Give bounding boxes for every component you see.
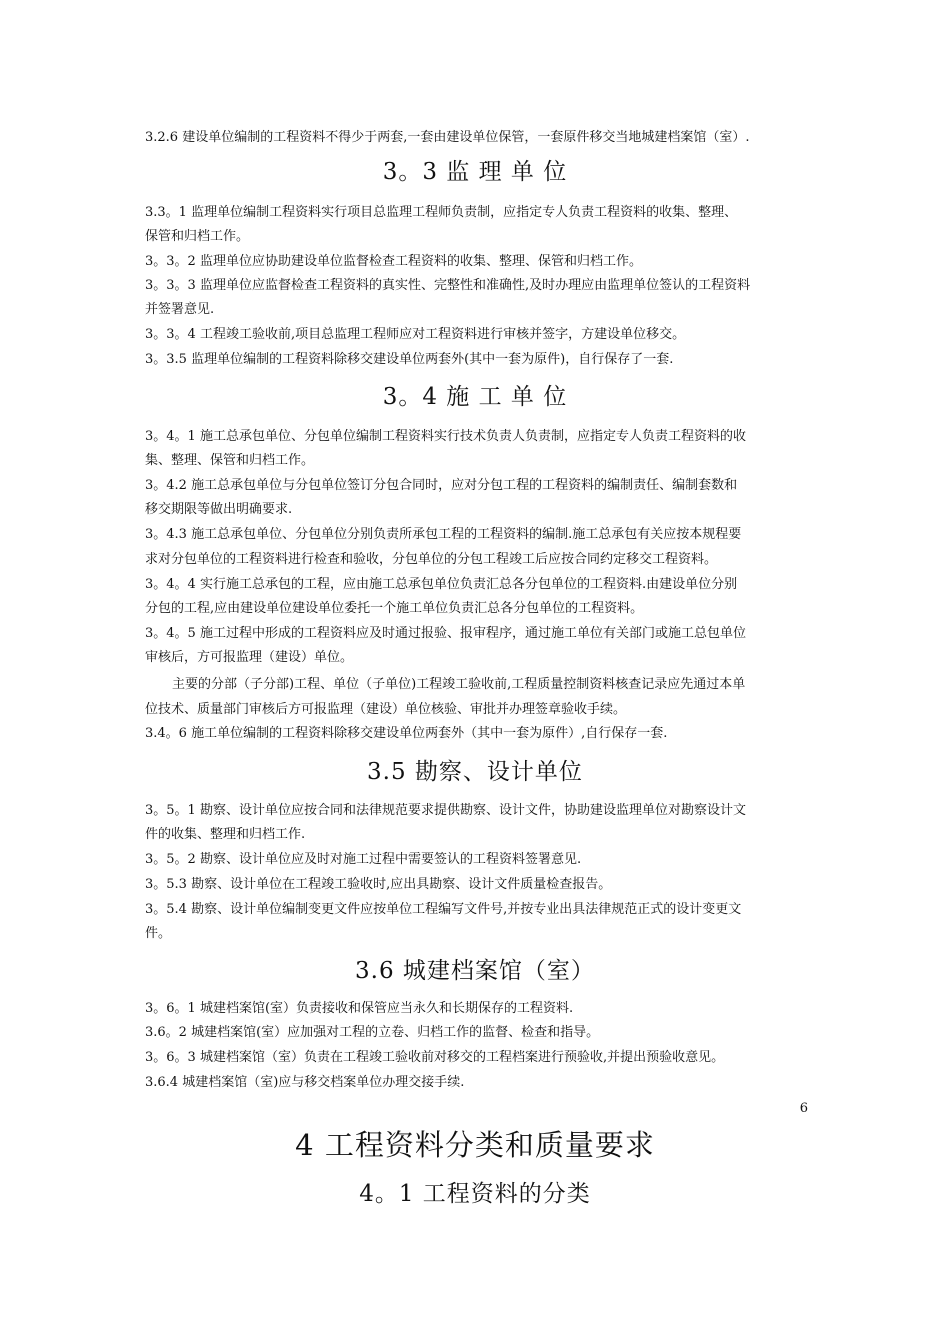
paragraph-line: 分包的工程,应由建设单位建设单位委托一个施工单位负责汇总各分包单位的工程资料。 (145, 601, 644, 616)
paragraph-line: 移交期限等做出明确要求. (145, 502, 293, 517)
paragraph-line: 3。3。4 工程竣工验收前,项目总监理工程师应对工程资料进行审核并签字，方建设单位移交。 (145, 327, 686, 342)
paragraph-line: 3.4。6 施工单位编制的工程资料除移交建设单位两套外（其中一套为原件）,自行保存一套. (145, 726, 668, 741)
paragraph-line: 3。5。1 勘察、设计单位应按合同和法律规范要求提供勘察、设计文件，协助建设监理单位对勘察设计文 (145, 803, 746, 818)
paragraph-line: 求对分包单位的工程资料进行检查和验收，分包单位的分包工程竣工后应按合同约定移交工程资料。 (145, 552, 718, 567)
paragraph-line: 位技术、质量部门审核后方可报监理（建设）单位核验、审批并办理签章验收手续。 (145, 702, 627, 717)
page-number: 6 (799, 1101, 808, 1116)
paragraph-line: 3。5.3 勘察、设计单位在工程竣工验收时,应出具勘察、设计文件质量检查报告。 (145, 877, 612, 892)
paragraph-line: 3.6.4 城建档案馆（室)应与移交档案单位办理交接手续. (145, 1075, 465, 1090)
paragraph-line: 集、整理、保管和归档工作。 (145, 453, 315, 468)
paragraph-line: 件。 (145, 926, 172, 941)
heading-3-6: 3.6 城建档案馆（室） (355, 958, 595, 984)
paragraph-line: 件的收集、整理和归档工作. (145, 827, 306, 842)
paragraph-line: 3。3。2 监理单位应协助建设单位监督检查工程资料的收集、整理、保管和归档工作。 (145, 254, 642, 269)
paragraph-line: 保管和归档工作。 (145, 229, 250, 244)
paragraph-line: 3。3。3 监理单位应监督检查工程资料的真实性、完整性和准确性,及时办理应由监理单位签认的工程资料 (145, 278, 751, 293)
chapter-4-heading: 4 工程资料分类和质量要求 (295, 1128, 655, 1162)
paragraph-line: 3。6。1 城建档案馆(室）负责接收和保管应当永久和长期保存的工程资料. (145, 1001, 574, 1016)
paragraph-line: 3.6。2 城建档案馆(室）应加强对工程的立卷、归档工作的监督、检查和指导。 (145, 1025, 600, 1040)
paragraph-line: 3。4.3 施工总承包单位、分包单位分别负责所承包工程的工程资料的编制.施工总承包有关应按本规程要 (145, 527, 742, 542)
paragraph-line: 3。5。2 勘察、设计单位应及时对施工过程中需要签认的工程资料签署意见. (145, 852, 582, 867)
heading-3-4: 3。4 施 工 单 位 (382, 384, 568, 410)
paragraph-line: 3。5.4 勘察、设计单位编制变更文件应按单位工程编写文件号,并按专业出具法律规范正式的设计变更文 (145, 902, 742, 917)
heading-4-1: 4。1 工程资料的分类 (359, 1181, 591, 1207)
paragraph-line: 3。4。1 施工总承包单位、分包单位编制工程资料实行技术负责人负责制，应指定专人负责工程资料的收 (145, 429, 746, 444)
paragraph-line: 3。6。3 城建档案馆（室）负责在工程竣工验收前对移交的工程档案进行预验收,并提出预验收意见。 (145, 1050, 725, 1065)
paragraph-3-2-6: 3.2.6 建设单位编制的工程资料不得少于两套,一套由建设单位保管，一套原件移交当地城建档案馆（室）. (145, 130, 750, 145)
paragraph-line: 3.3。1 监理单位编制工程资料实行项目总监理工程师负责制，应指定专人负责工程资料的收集、整理、 (145, 205, 738, 220)
paragraph-line: 主要的分部（子分部)工程、单位（子单位)工程竣工验收前,工程质量控制资料核查记录应先通过本单 (172, 677, 746, 692)
paragraph-line: 3。3.5 监理单位编制的工程资料除移交建设单位两套外(其中一套为原件)，自行保存了一套. (145, 352, 674, 367)
paragraph-line: 3。4。5 施工过程中形成的工程资料应及时通过报验、报审程序，通过施工单位有关部门或施工总包单位 (145, 626, 746, 641)
heading-3-5: 3.5 勘察、设计单位 (367, 759, 583, 785)
paragraph-line: 并签署意见. (145, 302, 215, 317)
paragraph-line: 3。4.2 施工总承包单位与分包单位签订分包合同时，应对分包工程的工程资料的编制责任、编制套数和 (145, 478, 738, 493)
paragraph-line: 3。4。4 实行施工总承包的工程，应由施工总承包单位负责汇总各分包单位的工程资料.由建设单位分别 (145, 577, 738, 592)
paragraph-line: 审核后，方可报监理（建设）单位。 (145, 650, 354, 665)
heading-3-3: 3。3 监 理 单 位 (382, 159, 568, 185)
